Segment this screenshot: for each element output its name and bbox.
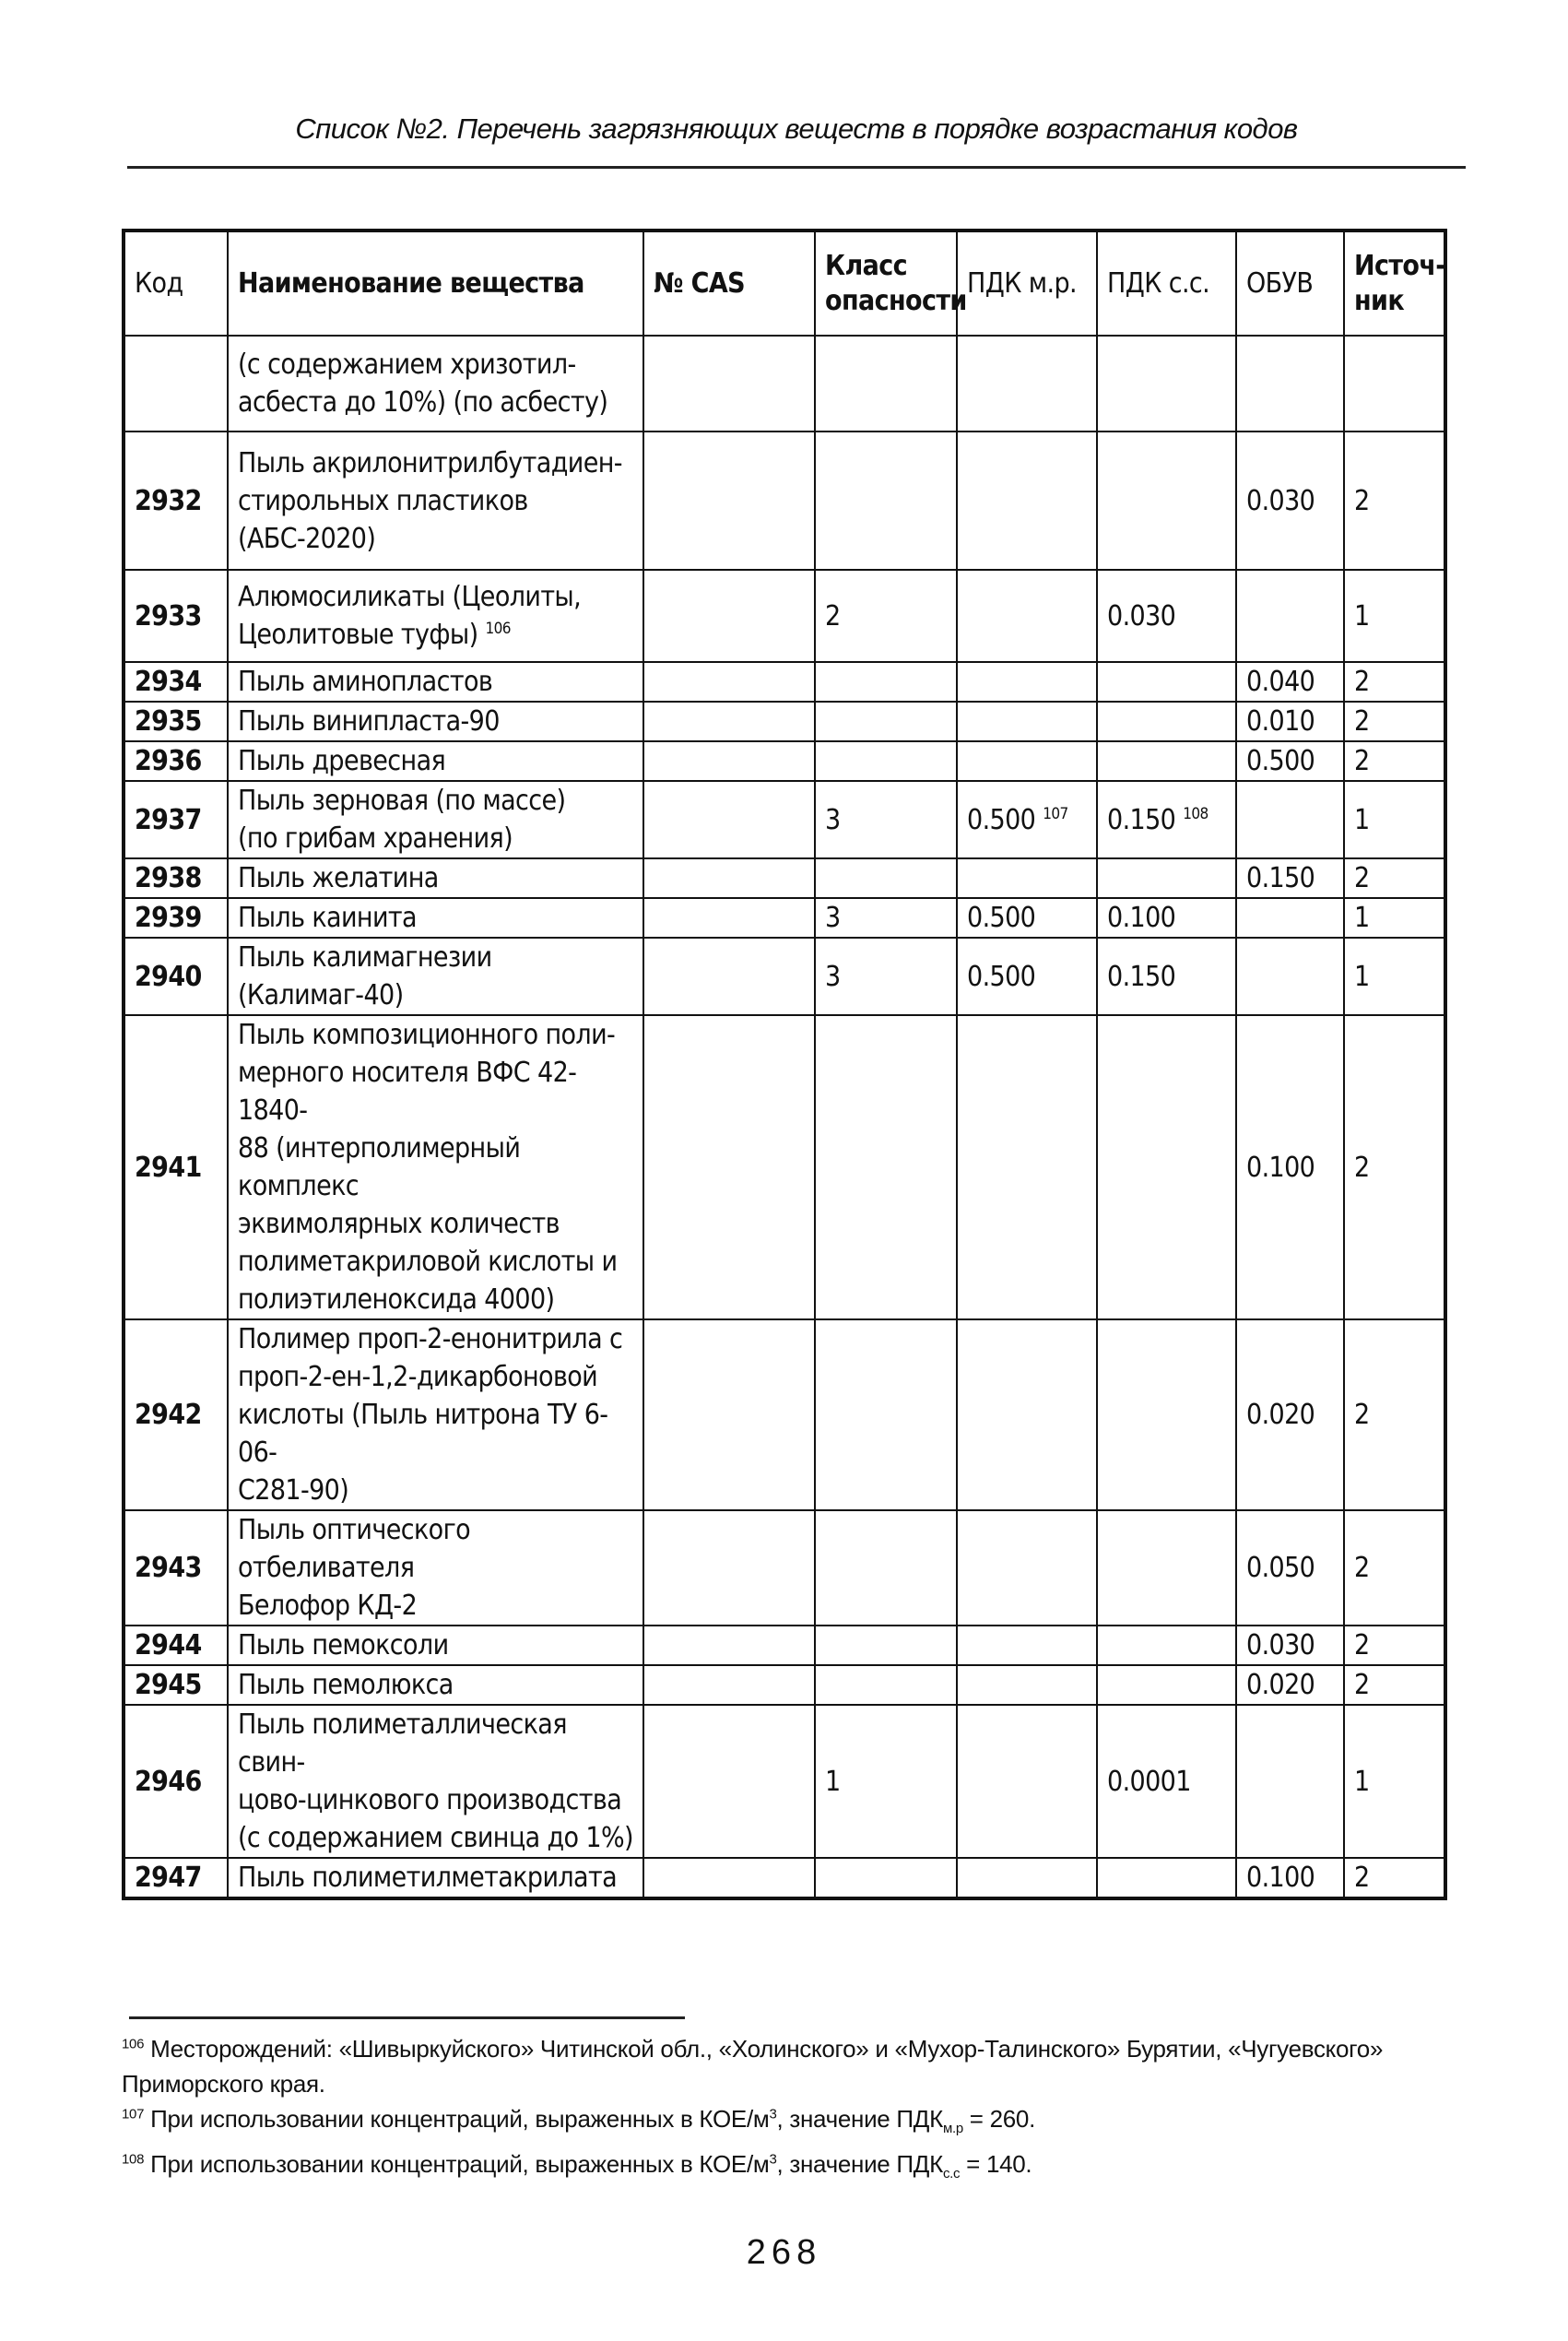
cell-pdk-ss (1097, 570, 1236, 662)
name-line-text: Пыль акрилонитрилбутадиен- (238, 446, 622, 479)
cell-source (1344, 336, 1445, 432)
name-line (238, 859, 633, 897)
cell-hazard-class (815, 1510, 957, 1626)
cell-code (124, 336, 228, 432)
table-row (124, 1510, 1445, 1626)
table-row (124, 336, 1445, 432)
cell-hazard-class: 2 (815, 570, 957, 662)
cell-pdk-ss (1097, 898, 1236, 938)
cell-obuv: 0.100 (1236, 1858, 1344, 1898)
cell-source: 2 (1344, 1510, 1445, 1626)
name-line (238, 663, 633, 701)
cell-pdk-mr (957, 898, 1097, 938)
cell-hazard-class: 3 (815, 781, 957, 858)
table-header-row (124, 231, 1445, 336)
name-line (238, 1129, 633, 1205)
name-line-text: С281-90) (238, 1474, 349, 1507)
name-line-text: эквимолярных количеств (238, 1208, 560, 1240)
cell-name (228, 336, 643, 432)
name-line-text: полиметакриловой кислоты и (238, 1246, 618, 1278)
footnote-108 (122, 2146, 1449, 2192)
cell-pdk-mr (957, 1665, 1097, 1705)
cell-pdk-mr (957, 336, 1097, 432)
name-line (238, 1666, 633, 1704)
cell-pdk-ss (1097, 662, 1236, 702)
name-line (238, 1243, 633, 1281)
cell-source: 2 (1344, 1015, 1445, 1319)
pdk-subscript: м.р (942, 2121, 963, 2137)
cell-cas (643, 1705, 815, 1858)
cell-source: 2 (1344, 1626, 1445, 1665)
cell-code: 2932 (124, 432, 228, 570)
pdk-ss-value: 0.0001 (1107, 1765, 1191, 1798)
footnotes (122, 2031, 1449, 2192)
cell-obuv: 0.500 (1236, 741, 1344, 781)
cell-code: 2934 (124, 662, 228, 702)
cell-obuv (1236, 781, 1344, 858)
name-line-text: стирольных пластиков (238, 484, 528, 517)
pdk-mr-value: 0.500 (967, 902, 1036, 934)
name-line (238, 1781, 633, 1819)
name-line-text: Пыль пемоксоли (238, 1629, 449, 1661)
page-number: 268 (746, 2233, 822, 2272)
footnote-106 (122, 2031, 1449, 2101)
cell-code: 2938 (124, 858, 228, 898)
name-line (238, 976, 633, 1014)
col-header-name: Наименование вещества (228, 231, 643, 336)
cell-pdk-ss (1097, 1665, 1236, 1705)
cell-source: 1 (1344, 1705, 1445, 1858)
name-line (238, 482, 633, 520)
cell-code: 2943 (124, 1510, 228, 1626)
cell-cas (643, 432, 815, 570)
cell-source: 2 (1344, 432, 1445, 570)
cell-pdk-ss (1097, 336, 1236, 432)
cell-hazard-class (815, 1319, 957, 1510)
table-row (124, 432, 1445, 570)
name-line-text: Пыль каинита (238, 902, 417, 934)
header-rule (127, 166, 1466, 169)
col-header-cas: № CAS (643, 231, 815, 336)
footnote-text: = 140. (960, 2150, 1032, 2179)
cell-name (228, 1705, 643, 1858)
unit-superscript: 3 (769, 2106, 777, 2122)
cell-pdk-ss (1097, 1510, 1236, 1626)
footnote-text: = 260. (962, 2105, 1036, 2133)
cell-source: 2 (1344, 858, 1445, 898)
name-line-text: Полимер проп-2-енонитрила с (238, 1323, 623, 1355)
cell-hazard-class (815, 432, 957, 570)
name-line (238, 703, 633, 740)
col-header-obuv: ОБУВ (1236, 231, 1344, 336)
name-line-text: Пыль оптического отбеливателя (238, 1514, 471, 1584)
name-line-text: Цеолитовые туфы) (238, 619, 478, 651)
cell-source: 2 (1344, 1319, 1445, 1510)
name-line-text: Пыль аминопластов (238, 666, 493, 698)
cell-code: 2946 (124, 1705, 228, 1858)
cell-cas (643, 1015, 815, 1319)
cell-pdk-mr (957, 662, 1097, 702)
table-row (124, 702, 1445, 741)
table-row (124, 898, 1445, 938)
cell-code: 2947 (124, 1858, 228, 1898)
cell-cas (643, 781, 815, 858)
cell-name (228, 662, 643, 702)
table-row (124, 1705, 1445, 1858)
cell-pdk-mr (957, 1015, 1097, 1319)
table-row (124, 781, 1445, 858)
pdk-ss-value: 0.150 (1107, 960, 1176, 993)
name-line (238, 1626, 633, 1664)
cell-name (228, 898, 643, 938)
cell-source: 2 (1344, 702, 1445, 741)
cell-pdk-mr (957, 432, 1097, 570)
cell-code: 2935 (124, 702, 228, 741)
cell-pdk-ss (1097, 741, 1236, 781)
footnote-number: 106 (122, 2036, 145, 2052)
col-header-code: Код (124, 231, 228, 336)
cell-source: 1 (1344, 898, 1445, 938)
cell-cas (643, 1510, 815, 1626)
cell-obuv (1236, 938, 1344, 1015)
table-body (124, 336, 1445, 1898)
cell-source: 2 (1344, 1665, 1445, 1705)
name-line (238, 1016, 633, 1054)
cell-hazard-class: 3 (815, 938, 957, 1015)
name-line (238, 1472, 633, 1509)
footnote-ref: 106 (485, 620, 511, 638)
name-line-text: кислоты (Пыль нитрона ТУ 6-06- (238, 1399, 608, 1469)
cell-name (228, 741, 643, 781)
cell-code: 2942 (124, 1319, 228, 1510)
pdk-ss-value: 0.030 (1107, 599, 1176, 633)
cell-pdk-ss (1097, 858, 1236, 898)
name-line-text: (Калимаг-40) (238, 979, 404, 1011)
cell-name (228, 432, 643, 570)
cell-code: 2937 (124, 781, 228, 858)
name-line-text: (АБС-2020) (238, 522, 376, 555)
cell-cas (643, 1319, 815, 1510)
cell-obuv: 0.010 (1236, 702, 1344, 741)
table-row (124, 570, 1445, 662)
cell-pdk-mr (957, 781, 1097, 858)
name-line (238, 939, 633, 976)
cell-source: 1 (1344, 570, 1445, 662)
pdk-ss-value: 0.150 (1107, 803, 1176, 836)
unit-superscript: 3 (769, 2151, 777, 2168)
cell-name (228, 858, 643, 898)
pdk-mr-value: 0.500 (967, 803, 1036, 836)
cell-pdk-mr (957, 1319, 1097, 1510)
cell-obuv: 0.020 (1236, 1319, 1344, 1510)
name-line-text: Пыль калимагнезии (238, 941, 492, 974)
cell-name (228, 1626, 643, 1665)
cell-hazard-class (815, 741, 957, 781)
cell-hazard-class: 1 (815, 1705, 957, 1858)
cell-obuv: 0.020 (1236, 1665, 1344, 1705)
cell-name (228, 570, 643, 662)
cell-cas (643, 1626, 815, 1665)
cell-hazard-class (815, 1858, 957, 1898)
cell-pdk-ss (1097, 1705, 1236, 1858)
cell-cas (643, 858, 815, 898)
table-row (124, 1319, 1445, 1510)
cell-name (228, 781, 643, 858)
name-line (238, 1358, 633, 1396)
footnote-rule (129, 2016, 685, 2019)
pdk-mr-value: 0.500 (967, 960, 1036, 993)
name-line-text: цово-цинкового производства (238, 1784, 622, 1816)
footnote-text: При использовании концентраций, выраженных в КОЕ/м (150, 2105, 770, 2133)
table-row (124, 741, 1445, 781)
name-line (238, 1396, 633, 1472)
footnote-ref: 108 (1183, 804, 1208, 823)
name-line (238, 1511, 633, 1587)
name-line-text: Белофор КД-2 (238, 1590, 418, 1622)
name-line (238, 1281, 633, 1318)
cell-source: 2 (1344, 741, 1445, 781)
cell-obuv: 0.150 (1236, 858, 1344, 898)
name-line (238, 1859, 633, 1897)
cell-obuv: 0.030 (1236, 432, 1344, 570)
cell-pdk-mr (957, 858, 1097, 898)
cell-obuv (1236, 898, 1344, 938)
footnote-number: 108 (122, 2151, 145, 2168)
cell-code: 2940 (124, 938, 228, 1015)
cell-name (228, 1858, 643, 1898)
cell-pdk-ss (1097, 1319, 1236, 1510)
cell-hazard-class (815, 1015, 957, 1319)
cell-name (228, 1015, 643, 1319)
cell-hazard-class (815, 1665, 957, 1705)
cell-pdk-mr (957, 938, 1097, 1015)
cell-pdk-ss (1097, 938, 1236, 1015)
name-line-text: асбеста до 10%) (по асбесту) (238, 386, 608, 419)
footnote-number: 107 (122, 2106, 145, 2122)
name-line (238, 1706, 633, 1781)
name-line (238, 1587, 633, 1625)
cell-cas (643, 1665, 815, 1705)
name-line-text: (с содержанием хризотил- (238, 349, 576, 381)
cell-pdk-mr (957, 1858, 1097, 1898)
cell-pdk-ss (1097, 781, 1236, 858)
table-row (124, 858, 1445, 898)
name-line-text: Пыль пемолюкса (238, 1669, 454, 1701)
cell-cas (643, 702, 815, 741)
cell-name (228, 702, 643, 741)
name-line (238, 578, 633, 616)
name-line (238, 742, 633, 780)
name-line (238, 520, 633, 558)
name-line-text: 88 (интерполимерный комплекс (238, 1132, 521, 1202)
cell-source: 2 (1344, 662, 1445, 702)
footnote-107 (122, 2101, 1449, 2146)
pollutants-table (122, 229, 1447, 1900)
name-line-text: Пыль древесная (238, 745, 446, 777)
cell-pdk-mr (957, 1510, 1097, 1626)
cell-cas (643, 570, 815, 662)
cell-obuv: 0.040 (1236, 662, 1344, 702)
cell-source: 1 (1344, 781, 1445, 858)
name-line (238, 1320, 633, 1358)
cell-name (228, 1510, 643, 1626)
cell-code: 2941 (124, 1015, 228, 1319)
cell-hazard-class (815, 336, 957, 432)
cell-hazard-class (815, 662, 957, 702)
cell-cas (643, 662, 815, 702)
name-line-text: Пыль полиметилметакрилата (238, 1862, 618, 1894)
name-line (238, 782, 633, 820)
name-line-text: Пыль зерновая (по массе) (238, 785, 566, 817)
cell-name (228, 1665, 643, 1705)
cell-source: 2 (1344, 1858, 1445, 1898)
cell-pdk-mr (957, 1705, 1097, 1858)
cell-cas (643, 336, 815, 432)
name-line (238, 820, 633, 857)
cell-obuv: 0.050 (1236, 1510, 1344, 1626)
cell-cas (643, 898, 815, 938)
name-line-text: Пыль винипласта-90 (238, 705, 500, 738)
name-line (238, 346, 633, 384)
cell-pdk-ss (1097, 1858, 1236, 1898)
col-header-pdk-ss: ПДК с.с. (1097, 231, 1236, 336)
cell-pdk-ss (1097, 1015, 1236, 1319)
name-line (238, 1205, 633, 1243)
cell-pdk-mr (957, 702, 1097, 741)
name-line (238, 384, 633, 421)
cell-code: 2939 (124, 898, 228, 938)
cell-hazard-class (815, 702, 957, 741)
footnote-text: Месторождений: «Шивыркуйского» Читинской обл., «Холинского» и «Мухор-Талинского» Бурятии, «Чугуевского» Приморского края. (122, 2035, 1384, 2098)
name-line-text: (с содержанием свинца до 1%) (238, 1822, 633, 1854)
col-header-hazard-class: Класс опасности (815, 231, 957, 336)
name-line (238, 444, 633, 482)
cell-pdk-ss (1097, 702, 1236, 741)
name-line-text: Алюмосиликаты (Цеолиты, (238, 581, 582, 613)
name-line-text: проп-2-ен-1,2-дикарбоновой (238, 1361, 598, 1393)
table-row (124, 1665, 1445, 1705)
footnote-ref: 107 (1043, 804, 1068, 823)
name-line-text: (по грибам хранения) (238, 822, 513, 855)
col-header-pdk-mr: ПДК м.р. (957, 231, 1097, 336)
name-line (238, 616, 633, 654)
footnote-text: , значение ПДК (776, 2105, 943, 2133)
running-header: Список №2. Перечень загрязняющих веществ в порядке возрастания кодов (295, 112, 1298, 145)
cell-pdk-ss (1097, 1626, 1236, 1665)
cell-cas (643, 1858, 815, 1898)
name-line (238, 899, 633, 937)
name-line-text: Пыль композиционного поли- (238, 1019, 616, 1051)
cell-pdk-mr (957, 741, 1097, 781)
cell-name (228, 938, 643, 1015)
table-row (124, 1626, 1445, 1665)
pdk-subscript: с.с (942, 2166, 961, 2182)
name-line-text: Пыль полиметаллическая свин- (238, 1708, 567, 1779)
table-row (124, 1015, 1445, 1319)
name-line-text: мерного носителя ВФС 42-1840- (238, 1057, 577, 1127)
footnote-text: , значение ПДК (776, 2150, 943, 2179)
cell-hazard-class (815, 1626, 957, 1665)
cell-name (228, 1319, 643, 1510)
cell-obuv (1236, 336, 1344, 432)
cell-source: 1 (1344, 938, 1445, 1015)
cell-cas (643, 741, 815, 781)
cell-code: 2936 (124, 741, 228, 781)
name-line-text: Пыль желатина (238, 862, 439, 894)
cell-code: 2945 (124, 1665, 228, 1705)
name-line (238, 1819, 633, 1857)
cell-code: 2944 (124, 1626, 228, 1665)
cell-obuv: 0.030 (1236, 1626, 1344, 1665)
pdk-ss-value: 0.100 (1107, 902, 1176, 934)
cell-cas (643, 938, 815, 1015)
cell-obuv: 0.100 (1236, 1015, 1344, 1319)
cell-hazard-class (815, 858, 957, 898)
table-row (124, 1858, 1445, 1898)
name-line-text: полиэтиленоксида 4000) (238, 1283, 555, 1316)
col-header-source: Источ-ник (1344, 231, 1445, 336)
footnote-text: При использовании концентраций, выраженных в КОЕ/м (150, 2150, 770, 2179)
cell-obuv (1236, 1705, 1344, 1858)
table-row (124, 938, 1445, 1015)
cell-obuv (1236, 570, 1344, 662)
cell-pdk-mr (957, 570, 1097, 662)
name-line (238, 1054, 633, 1129)
cell-pdk-ss (1097, 432, 1236, 570)
cell-pdk-mr (957, 1626, 1097, 1665)
cell-code: 2933 (124, 570, 228, 662)
cell-hazard-class: 3 (815, 898, 957, 938)
table-row (124, 662, 1445, 702)
